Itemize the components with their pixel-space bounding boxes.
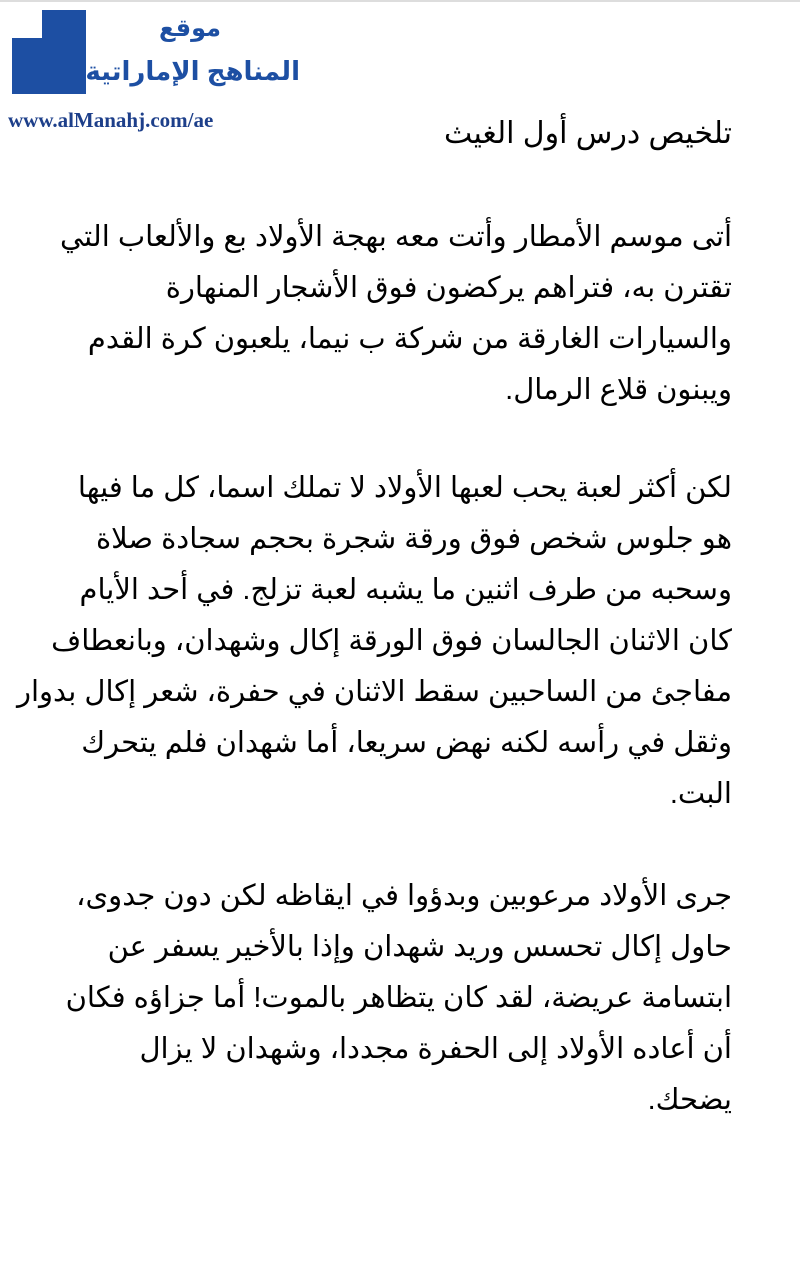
paragraph-line: أن أعاده الأولاد إلى الحفرة مجددا، وشهدان لا يزال — [139, 1033, 732, 1065]
paragraph-line: حاول إكال تحسس وريد شهدان وإذا بالأخير يسفر عن — [107, 931, 732, 963]
paragraph-line: البت. — [669, 778, 732, 810]
paragraph-line: وسحبه من طرف اثنين ما يشبه لعبة تزلج. في أحد الأيام — [79, 574, 732, 606]
paragraph-line: تقترن به، فتراهم يركضون فوق الأشجار المنهارة — [165, 272, 732, 304]
paragraph-line: أتى موسم الأمطار وأتت معه بهجة الأولاد بع والألعاب التي — [59, 221, 732, 253]
logo-text-line1: موقع — [158, 15, 221, 42]
document-title: تلخيص درس أول الغيث — [443, 117, 732, 150]
paragraph-line: وثقل في رأسه لكنه نهض سريعا، أما شهدان فلم يتحرك — [81, 727, 732, 759]
paragraph-line: جرى الأولاد مرعوبين وبدؤوا في ايقاظه لكن دون جدوى، — [76, 880, 732, 912]
site-url: www.alManahj.com/ae — [8, 108, 214, 132]
paragraph-line: يضحك. — [647, 1084, 732, 1116]
paragraph-line: والسيارات الغارقة من شركة ب نيما، يلعبون كرة القدم — [87, 323, 732, 355]
paragraph-line: كان الاثنان الجالسان فوق الورقة إكال وشهدان، وبانعطاف — [51, 625, 732, 657]
paragraph-line: مفاجئ من الساحبين سقط الاثنان في حفرة، شعر إكال بدوار — [16, 676, 732, 708]
paragraph-line: ويبنون قلاع الرمال. — [505, 374, 732, 406]
logo-mark — [12, 38, 44, 94]
paragraph-line: ابتسامة عريضة، لقد كان يتظاهر بالموت! أما جزاؤه فكان — [65, 982, 732, 1014]
logo-mark — [42, 10, 86, 94]
site-logo — [0, 0, 300, 100]
paragraph-line: هو جلوس شخص فوق ورقة شجرة بحجم سجادة صلاة — [95, 523, 732, 555]
paragraph-line: لكن أكثر لعبة يحب لعبها الأولاد لا تملك اسما، كل ما فيها — [77, 472, 732, 504]
logo-text-line2: المناهج الإماراتية — [85, 56, 300, 86]
